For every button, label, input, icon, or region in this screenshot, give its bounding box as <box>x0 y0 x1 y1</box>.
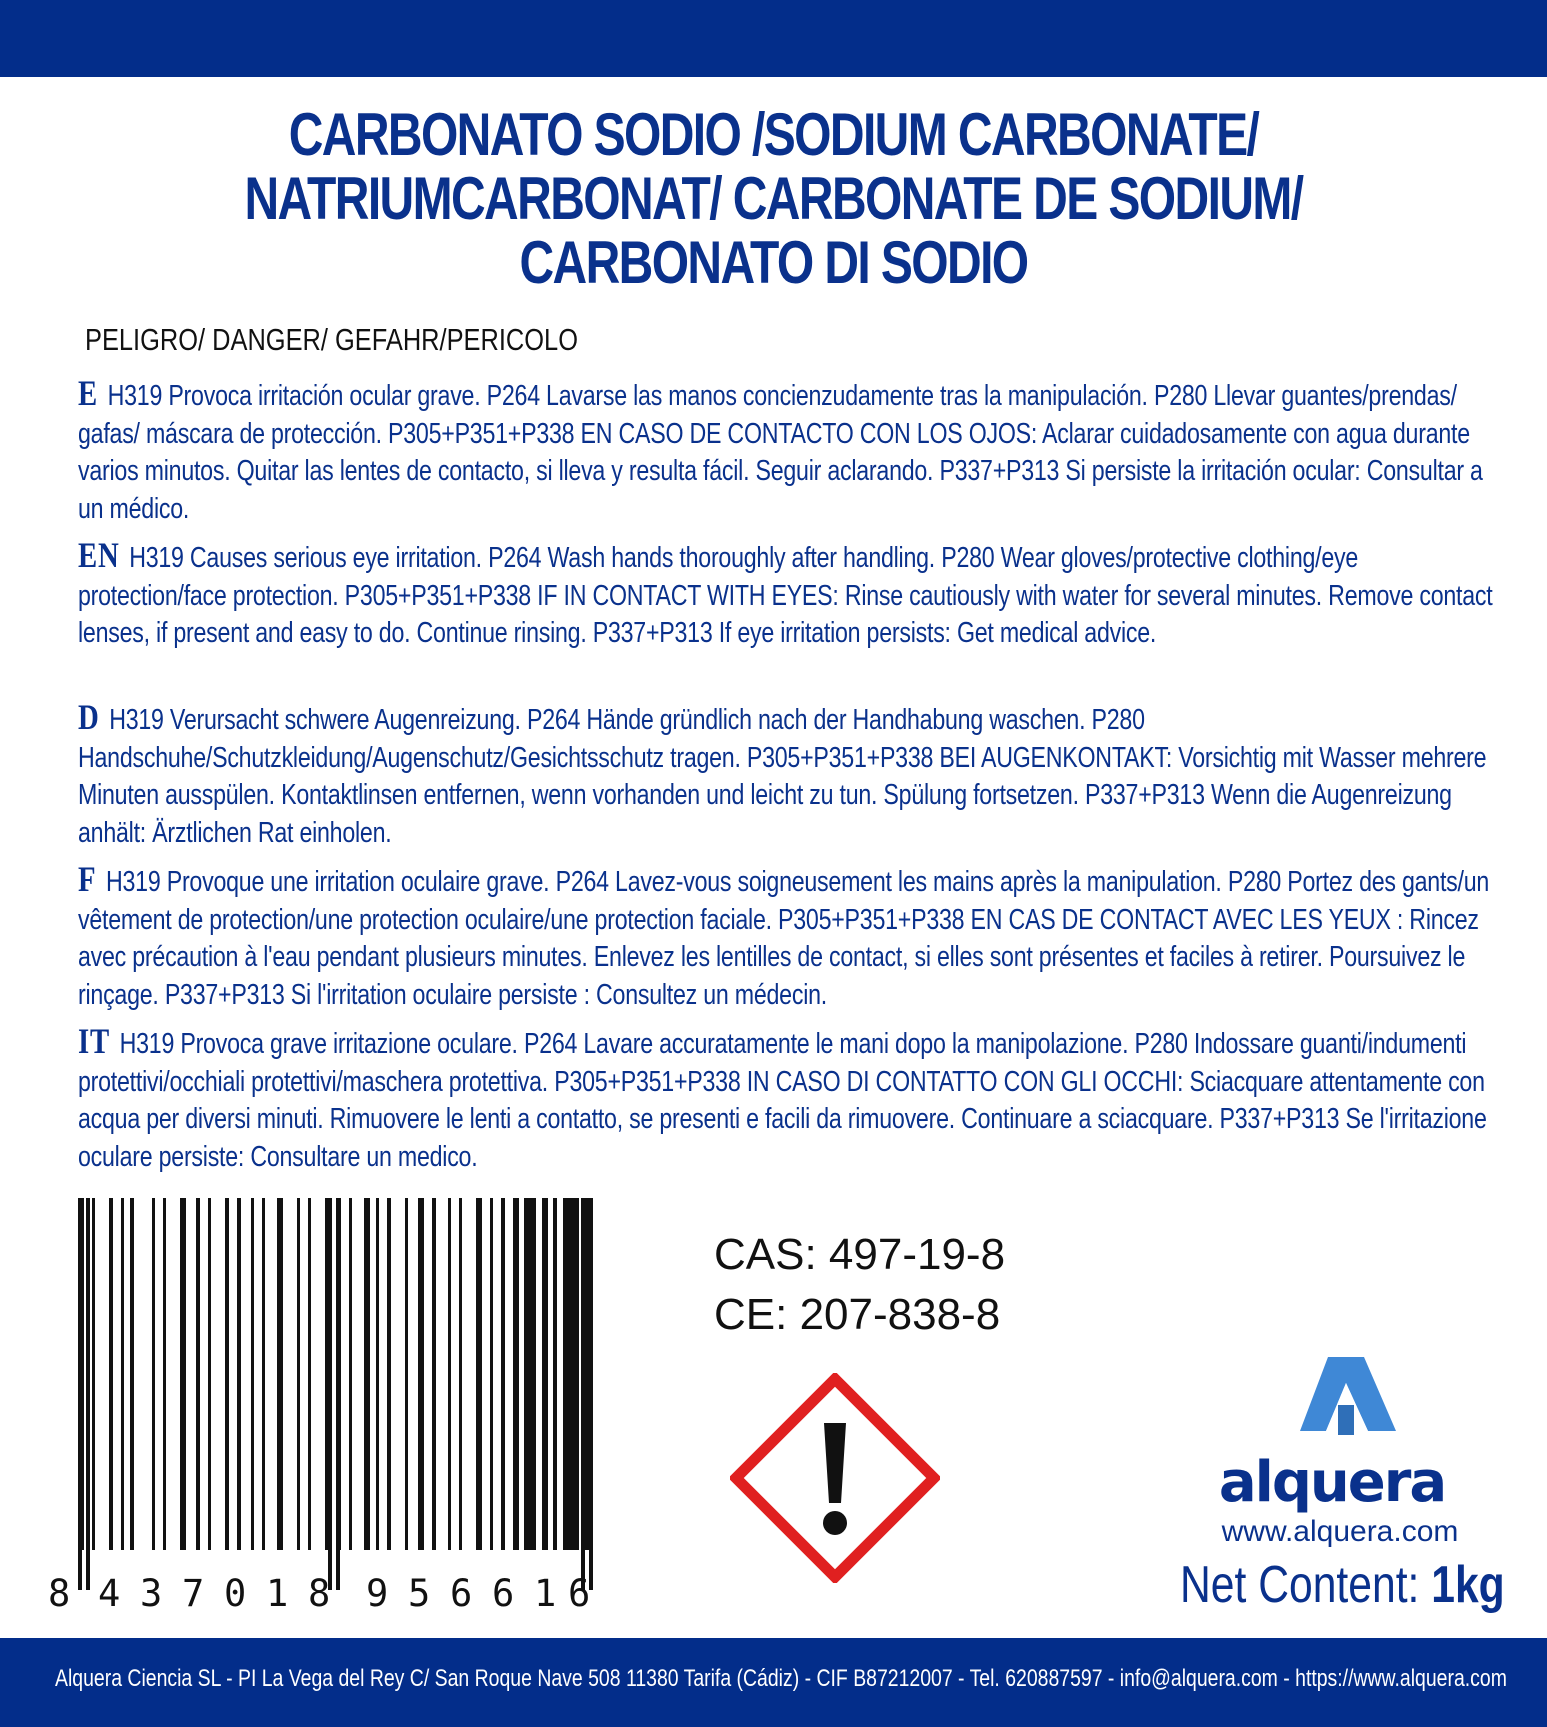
barcode-digit: 6 <box>450 1572 473 1615</box>
barcode-bar <box>405 1198 408 1550</box>
lang-code: E <box>78 373 99 413</box>
statement-text: H319 Causes serious eye irritation. P264 Wash hands thoroughly after handling. P280 Wear gloves/protective clothing/eye protection/face protection. P305+P351+P338 IF IN CONTACT WITH EYES: Rinse cautiously with water for several minutes. Remove contact lenses, if present and easy to do. Continue rinsing. P337+P313 If eye irritation persists: Get medical advice. <box>78 542 1493 649</box>
barcode-guard-bar <box>86 1198 90 1590</box>
title-line-1: CARBONATO SODIO /SODIUM CARBONATE/ <box>288 101 1259 168</box>
barcode-bar <box>308 1198 311 1550</box>
statement-english <box>78 537 1502 653</box>
barcode-bar <box>513 1198 519 1550</box>
barcode-digit: 9 <box>366 1572 389 1615</box>
barcode-digit: 0 <box>224 1572 247 1615</box>
barcode-guard-bar <box>78 1198 82 1590</box>
barcode-digit: 5 <box>408 1572 431 1615</box>
barcode-bar <box>130 1198 134 1550</box>
barcode-bar <box>237 1198 241 1550</box>
footer-band <box>0 1638 1547 1727</box>
barcode-bar <box>121 1198 124 1550</box>
statement-spanish <box>78 375 1502 528</box>
barcode-bar <box>349 1198 352 1550</box>
barcode-digit: 1 <box>266 1572 289 1615</box>
barcode <box>78 1198 593 1590</box>
company-info: Alquera Ciencia SL - PI La Vega del Rey C/ San Roque Nave 508 11380 Tarifa (Cádiz) - CIF B87212007 - Tel. 620887597 - info@alquera.com - https://www.alquera.com <box>55 1665 1507 1692</box>
barcode-bar <box>553 1198 557 1550</box>
barcode-bar <box>418 1198 424 1550</box>
signal-word: PELIGRO/ DANGER/ GEFAHR/PERICOLO <box>85 322 578 357</box>
barcode-bar <box>152 1198 155 1550</box>
hazard-statements <box>78 375 1503 1185</box>
barcode-digit: 3 <box>140 1572 163 1615</box>
top-band <box>0 0 1547 77</box>
barcode-digit: 1 <box>534 1572 557 1615</box>
barcode-guard-bar <box>589 1198 593 1590</box>
barcode-bar <box>163 1198 166 1550</box>
barcode-bar <box>459 1198 462 1550</box>
statement-text: H319 Provoca irritación ocular grave. P264 Lavarse las manos concienzudamente tras la manipulación. P280 Llevar guantes/prendas/ gafas/ máscara de protección. P305+P351+P338 EN CASO DE CONTACTO CON LOS OJOS: Aclarar cuidadosamente con agua durante varios minutos. Quitar las lentes de contacto, si lleva y resulta fácil. Seguir aclarando. P337+P313 Si persiste la irritación ocular: Consultar a un médico. <box>78 380 1483 525</box>
title-line-2: NATRIUMCARBONAT/ CARBONATE DE SODIUM/ <box>244 165 1303 232</box>
product-title <box>0 103 1547 295</box>
net-content-label: Net Content: <box>1180 1556 1420 1614</box>
barcode-guard-bar <box>336 1198 340 1590</box>
barcode-digit: 4 <box>98 1572 121 1615</box>
barcode-digit: 7 <box>182 1572 205 1615</box>
lang-code: EN <box>78 535 120 575</box>
barcode-bar <box>563 1198 579 1550</box>
barcode-bar <box>277 1198 283 1550</box>
barcode-digit: 6 <box>492 1572 515 1615</box>
statement-german <box>78 699 1502 852</box>
net-content-value: 1kg <box>1431 1556 1505 1614</box>
barcode-digit: 8 <box>308 1572 331 1615</box>
barcode-bar <box>376 1198 379 1550</box>
barcode-bar <box>432 1198 436 1550</box>
barcode-bar <box>180 1198 186 1550</box>
title-line-3: CARBONATO DI SODIO <box>519 229 1028 296</box>
barcode-bar <box>109 1198 113 1550</box>
statement-italian <box>78 1023 1502 1176</box>
barcode-number <box>48 1572 591 1620</box>
statement-text: H319 Provoque une irritation oculaire grave. P264 Lavez-vous soigneusement les mains après la manipulation. P280 Portez des gants/un vêtement de protection/une protection oculaire/une protection faciale. P305+P351+P338 EN CAS DE CONTACT AVEC LES YEUX : Rincez avec précaution à l'eau pendant plusieurs minutes. Enlevez les lentilles de contact, si elles sont présentes et faciles à retirer. Poursuivez le rinçage. P337+P313 Si l'irritation oculaire persiste : Consultez un médecin. <box>78 866 1490 1011</box>
barcode-bar <box>196 1198 200 1550</box>
website[interactable]: www.alquera.com <box>1221 1515 1459 1548</box>
chemical-identifiers <box>714 1225 1005 1345</box>
barcode-bar <box>542 1198 548 1550</box>
barcode-bar <box>251 1198 254 1550</box>
barcode-bar <box>297 1198 300 1550</box>
lang-code: F <box>78 859 97 899</box>
barcode-bar <box>225 1198 229 1550</box>
barcode-bar <box>262 1198 265 1550</box>
barcode-guard-bar <box>581 1198 585 1590</box>
barcode-bar <box>364 1198 370 1550</box>
cas-number: CAS: 497-19-8 <box>714 1230 1006 1279</box>
statement-text: H319 Verursacht schwere Augenreizung. P264 Hände gründlich nach der Handhabung waschen. P280 Handschuhe/Schutzkleidung/Augenschutz/Gesichtsschutz tragen. P305+P351+P338 BEI AUGENKONTAKT: Vorsichtig mit Wasser mehrere Minuten ausspülen. Kontaktlinsen entfernen, wenn vorhanden und leicht zu tun. Spülung fortsetzen. P337+P313 Wenn die Augenreizung anhält: Ärztlichen Rat einholen. <box>78 704 1487 849</box>
barcode-digit: 6 <box>568 1572 591 1615</box>
statement-french <box>78 861 1502 1014</box>
barcode-bar <box>387 1198 391 1550</box>
statement-text: H319 Provoca grave irritazione oculare. P264 Lavare accuratamente le mani dopo la manipolazione. P280 Indossare guanti/indumenti protettivi/occhiali protettivi/maschera protettiva. P305+P351+P338 IN CASO DI CONTATTO CON GLI OCCHI: Sciacquare attentamente con acqua per diversi minuti. Rimuovere le lenti a contatto, se presenti e facili da rimuovere. Continuare a sciacquare. P337+P313 Se l'irritazione oculare persiste: Consultare un medico. <box>78 1028 1487 1173</box>
lang-code: IT <box>78 1021 111 1061</box>
barcode-digit: 8 <box>48 1572 71 1615</box>
barcode-guard-bar <box>328 1198 332 1590</box>
ce-number: CE: 207-838-8 <box>714 1290 1001 1339</box>
barcode-bar <box>448 1198 451 1550</box>
lang-code: D <box>78 697 100 737</box>
alquera-logo <box>1210 1353 1455 1523</box>
barcode-bar <box>490 1198 493 1550</box>
brand-name: alquera <box>1218 1450 1446 1515</box>
barcode-bar <box>476 1198 482 1550</box>
barcode-bar <box>501 1198 505 1550</box>
barcode-bar <box>524 1198 536 1550</box>
net-content <box>1180 1555 1505 1615</box>
barcode-bar <box>208 1198 211 1550</box>
exclamation-mark-icon <box>730 1373 940 1583</box>
barcode-bar <box>92 1198 95 1550</box>
